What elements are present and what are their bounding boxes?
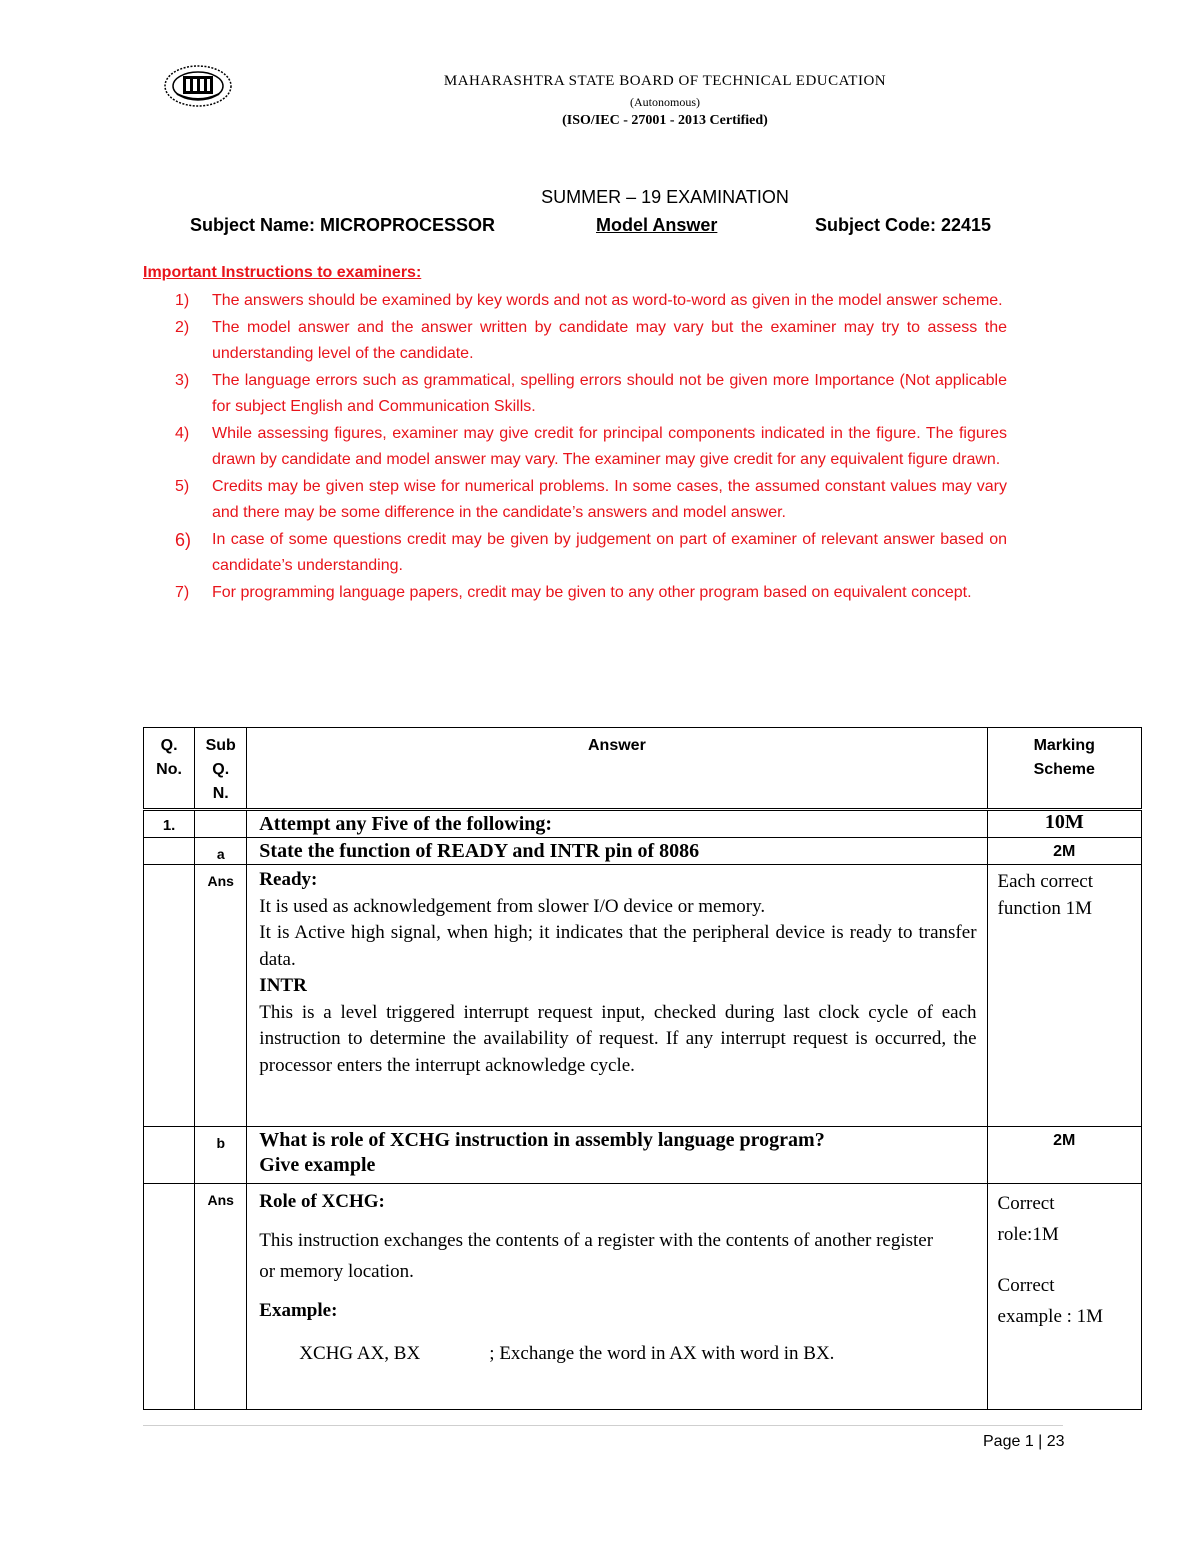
iso-certification: (ISO/IEC - 27001 - 2013 Certified) [562,113,768,128]
exam-title: SUMMER – 19 EXAMINATION [541,187,789,207]
instruction-number: 5) [175,477,190,495]
subject-line [190,215,1020,239]
empty-cell [195,810,247,838]
table-row [144,1127,1142,1184]
instruction-item [143,580,1007,607]
empty-cell [144,838,195,865]
header-text: Answer [588,737,646,754]
instruction-text: Credits may be given step wise for numerical problems. In some cases, the assumed constant values may vary and there may be some difference in the candidate’s answers and model answer. [212,477,1007,521]
model-answer-label: Model Answer [596,215,718,235]
header-text: No. [156,761,182,778]
instruction-item [143,315,1007,368]
instruction-number: 3) [175,371,190,389]
header-marking [987,728,1141,810]
header-text: N. [212,785,229,802]
instruction-item [143,421,1007,474]
example-line [259,1338,976,1369]
instruction-text: In case of some questions credit may be given by judgement on part of examiner of relevant answer based on candidate’s understanding. [212,530,1007,574]
header-text: Q. [160,737,178,754]
marking-scheme: Each correct function 1M [987,865,1141,1127]
instruction-text: The answers should be examined by key words and not as word-to-word as given in the model answer scheme. [212,292,1003,309]
instructions-list [143,288,1007,606]
header-text: Marking [1033,737,1095,754]
answer-paragraph: This instruction exchanges the contents of a register with the contents of another register or memory location. [259,1230,934,1282]
section-marks: 10M [987,810,1141,838]
ready-title: Ready: [259,869,318,890]
subject-code: Subject Code: 22415 [815,215,992,235]
example-code: XCHG AX, BX [299,1343,421,1364]
question-marks: 2M [987,1127,1141,1184]
empty-cell [144,1127,195,1184]
question-line: Give example [259,1154,376,1176]
table-row [144,810,1142,838]
header-answer [247,728,987,810]
question-text [247,1127,987,1184]
instruction-text: The model answer and the answer written by candidate may vary but the examiner may try to assess the understanding level of the candidate. [212,318,1007,362]
answer-content [247,865,987,1127]
table-row [144,1184,1142,1410]
instruction-number: 6) [175,529,192,550]
example-comment: ; Exchange the word in AX with word in BX. [489,1343,835,1364]
instruction-item [143,368,1007,421]
instruction-text: For programming language papers, credit may be given to any other program based on equivalent concept. [212,583,972,601]
question-text: State the function of READY and INTR pin of 8086 [247,838,987,865]
subject-name: Subject Name: MICROPROCESSOR [190,215,496,235]
table-row [144,865,1142,1127]
question-marks: 2M [987,838,1141,865]
answer-label: Ans [195,1184,247,1410]
answer-paragraph: It is used as acknowledgement from slower I/O device or memory. [259,895,766,917]
page-number: Page 1 | 23 [983,1433,1065,1450]
scheme-line: role:1M [997,1224,1059,1245]
header-qno [144,728,195,810]
sub-question-id: a [195,838,247,865]
empty-cell [144,865,195,1127]
marking-scheme [987,1184,1141,1410]
table-row [144,838,1142,865]
header-text: Sub [205,737,236,754]
instruction-number: 2) [175,318,190,336]
answer-paragraph: This is a level triggered interrupt request input, checked during last clock cycle of each instruction to determine the availability of request. If any interrupt request is occurred, the processor enters the interrupt acknowledge cycle. [259,1001,977,1076]
sub-question-id: b [195,1127,247,1184]
answer-table [143,727,1142,1410]
scheme-line: Correct [997,1193,1055,1214]
autonomous-label: (Autonomous) [630,95,700,109]
board-name: MAHARASHTRA STATE BOARD OF TECHNICAL EDUCATION [443,73,887,89]
footer-divider [143,1425,1063,1426]
question-number: 1. [144,810,195,838]
section-question: Attempt any Five of the following: [247,810,987,838]
instruction-item [143,288,1007,315]
header-subq [195,728,247,810]
scheme-line: Correct [997,1275,1055,1296]
msbte-logo-icon [163,64,233,108]
instruction-number: 4) [175,424,190,442]
instructions-title: Important Instructions to examiners: [143,264,422,281]
empty-cell [144,1184,195,1410]
role-title: Role of XCHG: [259,1191,385,1212]
instruction-number: 7) [175,583,190,601]
instruction-text: While assessing figures, examiner may give credit for principal components indicated in the figure. The figures drawn by candidate and model answer may vary. The examiner may give credit for any equivalent figure drawn. [212,424,1007,468]
table-header-row [144,728,1142,810]
header-text: Q. [212,761,230,778]
answer-content [247,1184,987,1410]
instruction-item [143,474,1007,527]
answer-paragraph: It is Active high signal, when high; it indicates that the peripheral device is ready to transfer data. [259,922,977,970]
example-title: Example: [259,1300,338,1321]
answer-label: Ans [195,865,247,1127]
intr-title: INTR [259,975,307,996]
scheme-line: example : 1M [997,1306,1104,1327]
question-line: What is role of XCHG instruction in assembly language program? [259,1129,825,1151]
instruction-number: 1) [175,292,190,309]
header-text: Scheme [1033,761,1095,778]
instruction-text: The language errors such as grammatical, spelling errors should not be given more Importance (Not applicable for subject English and Communication Skills. [212,371,1007,415]
instruction-item [143,527,1007,580]
